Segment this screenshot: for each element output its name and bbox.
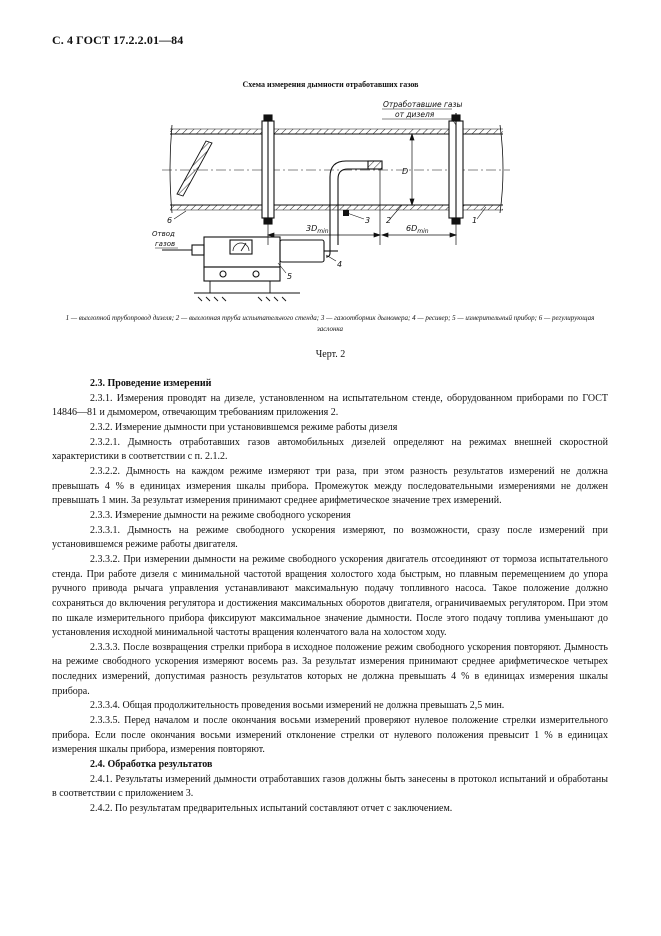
measuring-instrument [162, 237, 280, 281]
section-heading: 2.3. Проведение измерений [90, 378, 212, 389]
exhaust-label-line1: Отработавшие газы [383, 100, 463, 109]
ground-marks [194, 281, 300, 301]
paragraph: 2.3.1. Измерения проводят на дизеле, установленном на испытательном стенде, оборудованном приборами по ГОСТ 14846—81 и дымомером, отвечающим требованиям приложения 2. [52, 392, 608, 419]
paragraph: 2.3.2. Измерение дымности при установившемся режиме работы дизеля [90, 421, 398, 433]
dim-3d-label: $3D_{min}$ [306, 224, 329, 235]
receiver [280, 240, 338, 262]
paragraph: 2.3.3.2. При измерении дымности на режиме свободного ускорения двигатель отсоединяют от тормоза испытательного стенда. При работе дизеля с минимальной частотой вращения холостого хода быстрым, но плавным перемещением до упора ручного привода рычага управления устанавливают максимальную подачу топливного насоса. Такое положение должно сохраняться до включения регулятора и достижения максимальных оборотов двигателя, ограничиваемых регулятором. При этом по шкале измерительного прибора фиксируют максимальное значение дымности. После этого подачу топлива уменьшают до установления исходной минимальной частоты вращения коленчатого вала на холостом ходу. [52, 553, 608, 639]
callout-5: 5 [287, 272, 293, 281]
dimension-diameter [410, 134, 414, 205]
flange-right [449, 113, 463, 224]
gas-outlet-label-line2: газов [155, 240, 176, 248]
exhaust-label-line2: от дизеля [395, 110, 435, 119]
regulating-damper [177, 141, 212, 196]
gas-outlet-label-line1: Отвод [152, 230, 175, 238]
body-text [52, 377, 608, 817]
smoke-measurement-scheme [150, 95, 510, 307]
flange-left [262, 115, 274, 224]
smoke-meter-sampler [330, 161, 382, 245]
paragraph: 2.4.2. По результатам предварительных испытаний составляют отчет с заключением. [90, 803, 453, 815]
callout-1: 1 [472, 216, 478, 225]
paragraph: 2.3.3.5. Перед началом и после окончания восьми измерений проверяют нулевое положение стрелки измерительного прибора. Если после окончания восьми измерений отклонение стрелки от нулевого положения превысит 1 % в единицах измерения шкалы прибора, измерения повторяют. [52, 715, 608, 756]
paragraph: 2.3.3.3. После возвращения стрелки прибора в исходное положение режим свободного ускорения повторяют. Дымность на режиме свободного ускорения измеряют восемь раз. За результат измерения принимают среднее арифметическое четырех последних измерений, допустимая разность результатов которых не должна превышать 4 % в единицах измерения шкалы прибора. [52, 641, 608, 697]
paragraph: 2.3.2.2. Дымность на каждом режиме измеряют три раза, при этом разность результатов измерений не должна превышать 4 % в единицах измерения шкалы прибора. Промежуток между последовательными измерениями не должен превышать 1 мин. За результат измерения принимают среднее арифметическое значение трех измерений. [52, 465, 608, 507]
paragraph: 2.3.3.4. Общая продолжительность проведения восьми измерений не должна превышать 2,5 мин. [90, 700, 505, 712]
callout-3: 3 [365, 216, 371, 225]
page-header: С. 4 ГОСТ 17.2.2.01—84 [52, 33, 184, 47]
callout-4: 4 [337, 260, 343, 269]
callout-2: 2 [386, 216, 392, 225]
dim-d-label: D [402, 167, 409, 176]
figure-caption: 1 — выхлопной трубопровод дизеля; 2 — выхлопная труба испытательного стенда; 3 — газоотборник дымомера; 4 — ресивер; 5 — измерительный прибор; 6 — регулирующая заслонка [65, 314, 595, 333]
paragraph: 2.3.3. Измерение дымности на режиме свободного ускорения [90, 509, 351, 521]
figure-number: Черт. 2 [315, 349, 346, 360]
dim-6d-label: $6D_{min}$ [406, 224, 429, 235]
paragraph: 2.3.2.1. Дымность отработавших газов автомобильных дизелей определяют на режимах внешней скоростной характеристики в соответствии с п. 2.1.2. [52, 436, 608, 463]
section-heading: 2.4. Обработка результатов [90, 759, 213, 771]
paragraph: 2.3.3.1. Дымность на режиме свободного ускорения измеряют, по возможности, сразу после измерений при установившемся режиме работы двигателя. [52, 524, 608, 551]
callout-6: 6 [167, 216, 173, 225]
figure-title: Схема измерения дымности отработавших газов [242, 80, 419, 89]
paragraph: 2.4.1. Результаты измерений дымности отработавших газов должны быть занесены в протокол испытаний и обработаны в соответствии с приложением 3. [52, 773, 608, 800]
